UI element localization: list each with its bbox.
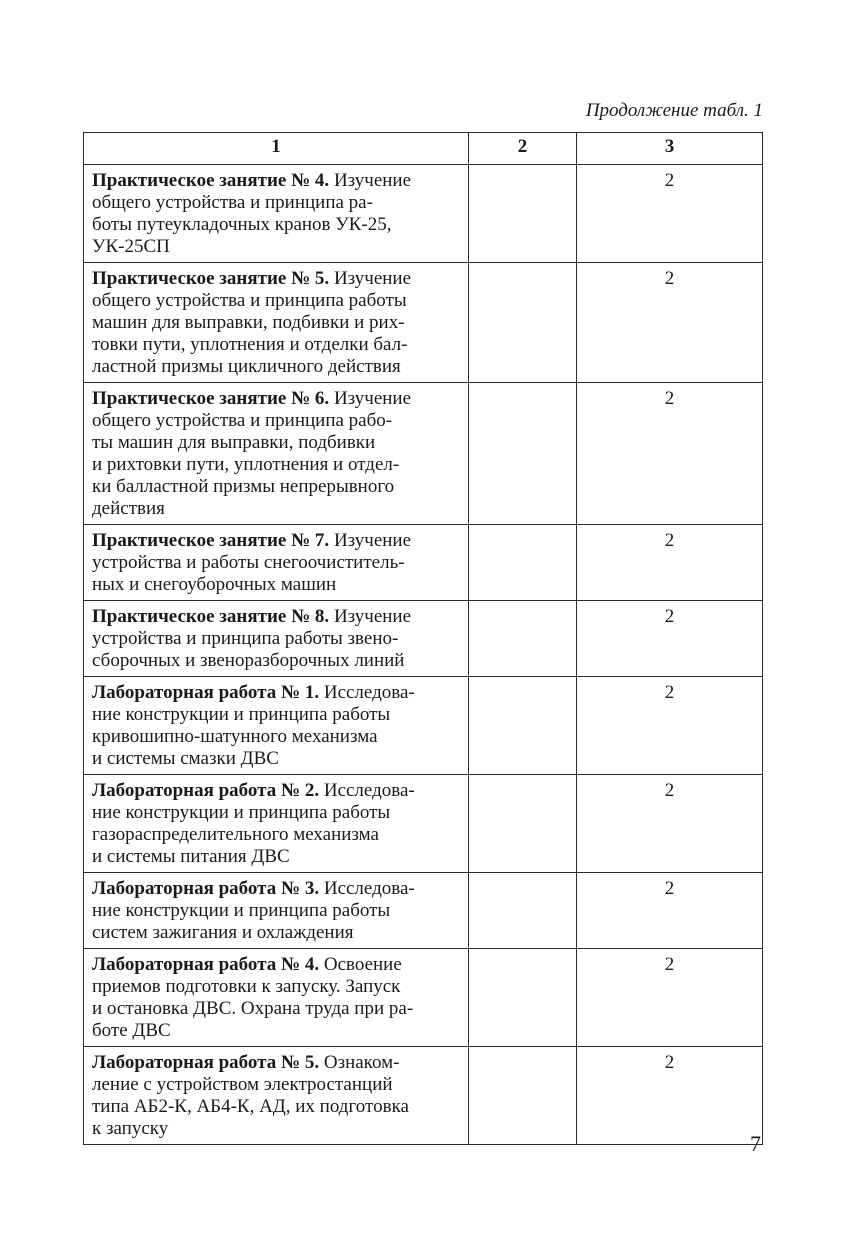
row-text-line: Исследова-: [319, 780, 415, 801]
row-hours-cell: 2: [577, 775, 763, 873]
row-col2-cell: [469, 525, 577, 601]
row-description-cell: [84, 601, 469, 677]
row-col2-cell: [469, 165, 577, 263]
row-hours-cell: 2: [577, 263, 763, 383]
row-title: Практическое занятие № 6.: [92, 388, 330, 409]
table-row: [84, 525, 763, 601]
row-text-line: общего устройства и принципа ра-: [92, 192, 373, 213]
row-text-line: ление с устройством электростанций: [92, 1074, 393, 1095]
row-text-line: общего устройства и принципа рабо-: [92, 410, 393, 431]
row-text-line: Изучение: [329, 530, 412, 551]
row-title: Лабораторная работа № 4.: [92, 954, 320, 975]
row-text-line: Исследова-: [319, 682, 415, 703]
row-col2-cell: [469, 949, 577, 1047]
row-text-line: машин для выправки, подбивки и рих-: [92, 312, 405, 333]
row-description-cell: [84, 1047, 469, 1145]
table-row: [84, 873, 763, 949]
column-header-1: 1: [84, 133, 469, 165]
row-text-line: типа АБ2-К, АБ4-К, АД, их подготовка: [92, 1096, 409, 1117]
row-title: Практическое занятие № 4.: [92, 170, 330, 191]
row-hours-cell: 2: [577, 873, 763, 949]
row-title: Практическое занятие № 7.: [92, 530, 330, 551]
page-number: 7: [750, 1131, 761, 1156]
row-text-line: общего устройства и принципа работы: [92, 290, 407, 311]
row-text-line: ки балластной призмы непрерывного: [92, 476, 395, 497]
table-row: [84, 949, 763, 1047]
row-description-cell: [84, 525, 469, 601]
row-hours-cell: 2: [577, 1047, 763, 1145]
row-description-cell: [84, 873, 469, 949]
row-title: Лабораторная работа № 3.: [92, 878, 320, 899]
row-text-line: и системы питания ДВС: [92, 846, 290, 867]
row-text-line: Изучение: [329, 170, 412, 191]
row-description-cell: [84, 949, 469, 1047]
row-title: Лабораторная работа № 5.: [92, 1052, 320, 1073]
table-continuation-caption: Продолжение табл. 1: [585, 100, 763, 121]
row-text-line: кривошипно-шатунного механизма: [92, 726, 378, 747]
row-text-line: систем зажигания и охлаждения: [92, 922, 354, 943]
row-text-line: Изучение: [329, 268, 412, 289]
row-text-line: УК-25СП: [92, 236, 170, 257]
row-text-line: газораспределительного механизма: [92, 824, 379, 845]
table-row: [84, 677, 763, 775]
row-text-line: ты машин для выправки, подбивки: [92, 432, 376, 453]
row-hours-cell: 2: [577, 165, 763, 263]
row-col2-cell: [469, 1047, 577, 1145]
row-text-line: Исследова-: [319, 878, 415, 899]
row-text-line: и системы смазки ДВС: [92, 748, 279, 769]
row-title: Практическое занятие № 8.: [92, 606, 330, 627]
row-text-line: ластной призмы цикличного действия: [92, 356, 401, 377]
row-text-line: приемов подготовки к запуску. Запуск: [92, 976, 401, 997]
row-description-cell: [84, 677, 469, 775]
column-header-2: 2: [469, 133, 577, 165]
row-hours-cell: 2: [577, 949, 763, 1047]
row-text-line: и остановка ДВС. Охрана труда при ра-: [92, 998, 414, 1019]
row-description-cell: [84, 263, 469, 383]
row-text-line: действия: [92, 498, 165, 519]
table-row: [84, 601, 763, 677]
row-text-line: к запуску: [92, 1118, 169, 1139]
row-text-line: ние конструкции и принципа работы: [92, 704, 391, 725]
row-description-cell: [84, 383, 469, 525]
table-row: [84, 1047, 763, 1145]
table-row: [84, 165, 763, 263]
row-col2-cell: [469, 263, 577, 383]
row-text-line: ние конструкции и принципа работы: [92, 900, 391, 921]
row-title: Практическое занятие № 5.: [92, 268, 330, 289]
row-text-line: Изучение: [329, 388, 412, 409]
row-text-line: ных и снегоуборочных машин: [92, 574, 337, 595]
row-col2-cell: [469, 873, 577, 949]
row-text-line: и рихтовки пути, уплотнения и отдел-: [92, 454, 400, 475]
row-col2-cell: [469, 601, 577, 677]
row-text-line: устройства и принципа работы звено-: [92, 628, 399, 649]
row-title: Лабораторная работа № 1.: [92, 682, 320, 703]
table-header-row: [84, 133, 763, 165]
row-description-cell: [84, 775, 469, 873]
table-row: [84, 775, 763, 873]
column-header-3: 3: [577, 133, 763, 165]
row-text-line: боты путеукладочных кранов УК-25,: [92, 214, 392, 235]
curriculum-table: [83, 132, 763, 1145]
table-row: [84, 263, 763, 383]
row-hours-cell: 2: [577, 383, 763, 525]
row-hours-cell: 2: [577, 601, 763, 677]
row-text-line: товки пути, уплотнения и отделки бал-: [92, 334, 408, 355]
row-text-line: ние конструкции и принципа работы: [92, 802, 391, 823]
row-text-line: Освоение: [319, 954, 402, 975]
row-text-line: устройства и работы снегоочиститель-: [92, 552, 405, 573]
row-hours-cell: 2: [577, 677, 763, 775]
row-text-line: сборочных и звеноразборочных линий: [92, 650, 405, 671]
row-description-cell: [84, 165, 469, 263]
row-title: Лабораторная работа № 2.: [92, 780, 320, 801]
row-text-line: Изучение: [329, 606, 412, 627]
row-col2-cell: [469, 775, 577, 873]
table-row: [84, 383, 763, 525]
row-col2-cell: [469, 383, 577, 525]
row-hours-cell: 2: [577, 525, 763, 601]
row-text-line: Ознаком-: [319, 1052, 400, 1073]
row-col2-cell: [469, 677, 577, 775]
row-text-line: боте ДВС: [92, 1020, 171, 1041]
